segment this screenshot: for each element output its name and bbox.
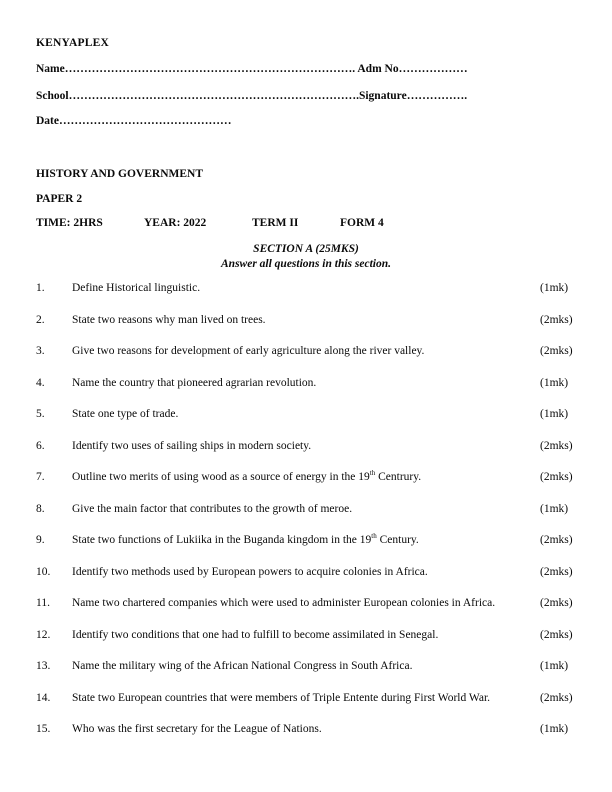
question-text-part: Identify two uses of sailing ships in modern society. [72,439,312,452]
question-text [72,629,540,642]
signature-label: Signature [358,90,407,102]
question-marks: (2mks) [540,534,573,546]
superscript-text: th [369,469,376,478]
question-text-part: State two European countries that were members of Triple Entente during First World War. [72,691,491,704]
question-number: 7. [36,471,45,483]
question-text [72,660,540,673]
question-row [36,597,576,610]
subject-title: HISTORY AND GOVERNMENT [36,168,204,180]
name-fill-line [36,63,576,76]
question-number: 13. [36,660,51,672]
school-label: School [36,90,69,102]
question-text-part: Century. [376,534,419,546]
question-number: 5. [36,408,45,420]
question-text [72,692,540,705]
question-marks: (1mk) [540,282,569,294]
question-marks: (1mk) [540,376,569,389]
question-number: 9. [36,534,45,546]
question-number: 1. [36,282,45,294]
question-row [36,408,576,421]
question-row [36,440,576,453]
question-text-part: Centrury. [375,471,422,483]
signature-dotted-leader: ……………. [406,90,468,102]
questions-list [36,282,576,736]
brand-title: KENYAPLEX [36,37,109,49]
question-text [72,408,540,421]
question-text-part: Identify two conditions that one had to fulfill to become assimilated in Senegal. [72,628,439,641]
question-number: 2. [36,313,45,326]
question-text-part: Who was the first secretary for the League of Nations. [72,723,322,735]
question-text-part: Outline two merits of using wood as a source of energy in the 19 [72,471,370,483]
question-row [36,629,576,642]
question-row [36,314,576,327]
question-text [72,345,540,358]
question-marks: (2mks) [540,597,573,609]
question-number: 4. [36,376,45,389]
question-number: 6. [36,439,45,452]
question-number: 11. [36,597,50,609]
name-label: Name [36,63,65,75]
question-text-part: Give two reasons for development of early agriculture along the river valley. [72,345,425,357]
question-marks: (2mks) [540,439,573,452]
term-value: TERM II [252,217,299,229]
question-row [36,566,576,579]
question-text [72,597,540,610]
question-marks: (2mks) [540,691,573,704]
form-value: FORM 4 [340,217,384,229]
question-marks: (2mks) [540,565,573,578]
date-fill-line [36,115,576,128]
date-dotted-leader: ……………………………………… [59,115,232,127]
question-text-part: State two reasons why man lived on trees. [72,313,266,326]
question-row [36,345,576,358]
adm-no-dotted-leader: ……………… [398,63,468,75]
question-text-part: Name the military wing of the African National Congress in South Africa. [72,660,413,672]
question-text [72,440,540,453]
school-dotted-leader: …………………………………………………………………. [68,90,359,102]
exam-meta-row [36,217,576,230]
question-number: 14. [36,691,51,704]
question-row [36,471,576,484]
question-text [72,282,540,295]
question-text [72,377,540,390]
question-text [72,314,540,327]
question-row [36,660,576,673]
question-text-part: Name the country that pioneered agrarian revolution. [72,376,317,389]
question-row [36,282,576,295]
question-number: 8. [36,502,45,515]
question-marks: (1mk) [540,502,569,515]
question-text-part: Identify two methods used by European powers to acquire colonies in Africa. [72,565,428,578]
question-text-part: Name two chartered companies which were used to administer European colonies in Africa. [72,597,496,609]
time-value: TIME: 2HRS [36,217,103,229]
question-row [36,503,576,516]
question-text [72,566,540,579]
paper-title: PAPER 2 [36,193,83,205]
question-text-part: Give the main factor that contributes to the growth of meroe. [72,502,353,515]
question-number: 12. [36,628,51,641]
question-marks: (2mks) [540,628,573,641]
question-marks: (2mks) [540,313,573,326]
question-marks: (1mk) [540,408,569,420]
question-text [72,723,540,736]
question-text [72,503,540,516]
question-row [36,534,576,547]
section-heading: SECTION A (25MKS) [253,243,359,255]
question-text-part: State one type of trade. [72,408,179,420]
question-marks: (1mk) [540,660,569,672]
adm-no-label: Adm No [355,63,399,75]
question-row [36,723,576,736]
year-value: YEAR: 2022 [144,217,207,229]
question-number: 10. [36,565,51,578]
section-instruction: Answer all questions in this section. [221,258,391,270]
superscript-text: th [371,532,377,541]
question-text-part: State two functions of Lukiika in the Buganda kingdom in the 19 [72,534,372,546]
name-dotted-leader: …………………………………………………………………. [64,63,356,75]
question-marks: (2mks) [540,471,573,483]
question-row [36,377,576,390]
question-text [72,471,540,484]
question-number: 15. [36,723,51,735]
question-text-part: Define Historical linguistic. [72,282,201,294]
question-number: 3. [36,345,45,357]
question-marks: (1mk) [540,723,569,735]
date-label: Date [36,115,59,127]
school-fill-line [36,90,576,103]
question-marks: (2mks) [540,345,573,357]
question-text [72,534,540,547]
question-row [36,692,576,705]
